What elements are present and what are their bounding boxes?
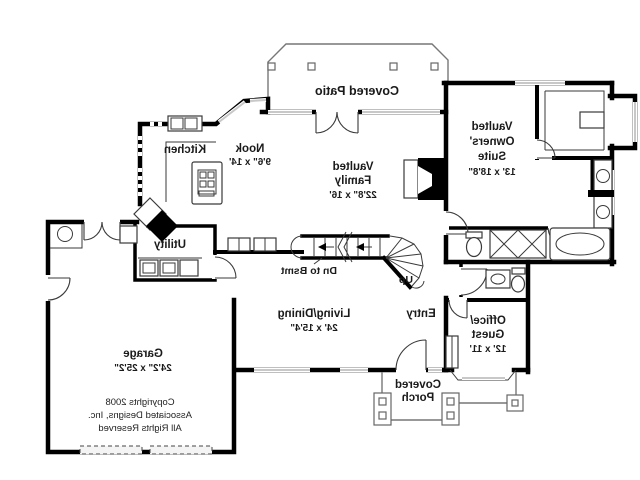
closet-notch bbox=[580, 112, 604, 128]
label-office-name2: Guest bbox=[471, 329, 505, 341]
utility-counter bbox=[180, 260, 198, 276]
patio-post bbox=[268, 63, 275, 70]
garage-door bbox=[80, 446, 142, 454]
family-builtins bbox=[228, 238, 276, 251]
stair-direction-arrow bbox=[356, 243, 364, 251]
label-family-dims: 22'8" x 16' bbox=[329, 190, 377, 201]
patio-post bbox=[390, 63, 397, 70]
powder-toilet-tank bbox=[512, 268, 525, 274]
label-stairs-down: Dn to Bsmt bbox=[281, 265, 337, 277]
patio-outline bbox=[268, 44, 448, 110]
utility-door bbox=[215, 257, 236, 278]
stair-rail-curl bbox=[291, 236, 302, 258]
label-suite-qualifier: Vaulted bbox=[471, 121, 513, 133]
office-details bbox=[446, 336, 516, 380]
label-porch-line1: Covered bbox=[394, 379, 442, 391]
shower-icon bbox=[490, 230, 546, 258]
garage-door bbox=[150, 446, 212, 454]
garage-side-door bbox=[48, 278, 70, 300]
water-heater-icon bbox=[120, 226, 137, 243]
suite-door bbox=[446, 212, 468, 234]
utility-sink-icon bbox=[58, 227, 73, 242]
fireplace bbox=[404, 158, 446, 200]
label-utility: Utility bbox=[154, 239, 186, 251]
label-entry: Entry bbox=[406, 308, 436, 320]
label-suite-name2: Suite bbox=[477, 151, 507, 163]
label-living: Living/Dining bbox=[277, 308, 351, 320]
label-nook: Nook bbox=[235, 143, 265, 155]
patio-post bbox=[431, 63, 438, 70]
powder-toilet-icon bbox=[512, 276, 525, 292]
powder-door bbox=[461, 269, 487, 295]
powder-sink bbox=[486, 270, 510, 288]
label-living-dims: 24' x 15'4" bbox=[290, 323, 338, 334]
label-family: Family bbox=[334, 175, 372, 187]
label-suite-dims: 13' x 18'8" bbox=[468, 167, 516, 178]
patio-french-doors bbox=[316, 112, 358, 133]
label-suite-name1: Owners' bbox=[469, 136, 515, 148]
kitchen-fixtures bbox=[134, 116, 222, 242]
front-door bbox=[396, 340, 426, 370]
toilet-icon bbox=[467, 238, 482, 257]
copyright-line1: Copyrights 2008 bbox=[105, 397, 175, 408]
stair-direction-arrow bbox=[318, 243, 326, 251]
label-office-name1: Office/ bbox=[470, 315, 506, 327]
label-porch-line2: Porch bbox=[401, 392, 435, 404]
label-patio: Covered Patio bbox=[314, 84, 400, 98]
copyright-line3: All Rights Reserved bbox=[98, 423, 182, 434]
label-nook-dims: 9'6" x 14' bbox=[229, 157, 271, 168]
label-family-qualifier: Vaulted bbox=[332, 161, 374, 173]
copyright-line2: Associated Designs, Inc. bbox=[87, 410, 193, 421]
label-garage: Garage bbox=[123, 348, 163, 360]
label-stairs-up: Up bbox=[399, 274, 413, 286]
kitchen-island bbox=[192, 162, 222, 204]
label-kitchen: Kitchen bbox=[163, 144, 207, 156]
label-garage-dims: 24'2" x 25'2" bbox=[114, 363, 172, 374]
utility-fixtures bbox=[138, 258, 202, 276]
patio-post bbox=[308, 63, 315, 70]
label-office-dims: 12' x 11' bbox=[469, 344, 507, 355]
garage-counter bbox=[50, 224, 82, 248]
